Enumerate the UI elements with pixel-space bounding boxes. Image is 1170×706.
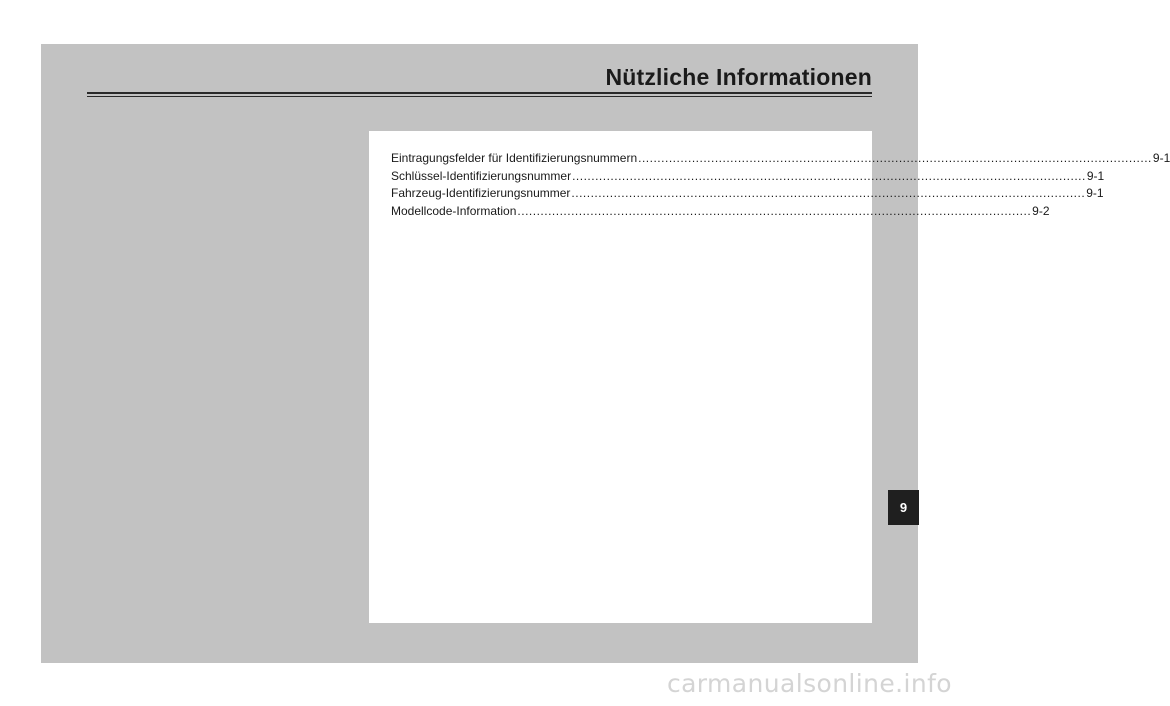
toc-entry-label: Modellcode-Information — [391, 203, 517, 218]
toc-entry[interactable] — [391, 185, 1104, 203]
toc-leader-dots: ...................................................................................................................................... — [571, 186, 1086, 200]
toc-entry[interactable] — [391, 203, 1050, 221]
toc-entry-page: 9-1 — [1086, 168, 1105, 183]
watermark: carmanualsonline.info — [666, 669, 952, 698]
toc-entry-label: Fahrzeug-Identifizierungsnummer — [391, 186, 571, 200]
toc-leader-dots: ...................................................................................................................................... — [572, 168, 1086, 183]
toc-entry-label: Eintragungsfelder für Identifizierungsnummern — [391, 151, 638, 165]
toc-panel — [369, 131, 1170, 623]
toc-leader-dots: ...................................................................................................................................... — [638, 151, 1152, 165]
toc-entry-page: 9-2 — [1032, 203, 1050, 218]
toc-entry-label: Schlüssel-Identifizierungsnummer — [391, 168, 572, 183]
toc-entry-page: 9-1 — [1152, 151, 1170, 165]
toc-entry[interactable] — [391, 168, 1105, 186]
toc-leader-dots: ...................................................................................................................................... — [517, 203, 1032, 218]
title-rule-thick — [87, 92, 872, 94]
toc-entry-page: 9-1 — [1086, 186, 1104, 200]
chapter-tab[interactable]: 9 — [888, 490, 919, 525]
toc-entry[interactable] — [391, 150, 1170, 168]
toc-list — [391, 150, 1170, 220]
title-rule-thin — [87, 96, 872, 97]
manual-page — [41, 44, 1170, 663]
page-title: Nützliche Informationen — [605, 64, 872, 90]
